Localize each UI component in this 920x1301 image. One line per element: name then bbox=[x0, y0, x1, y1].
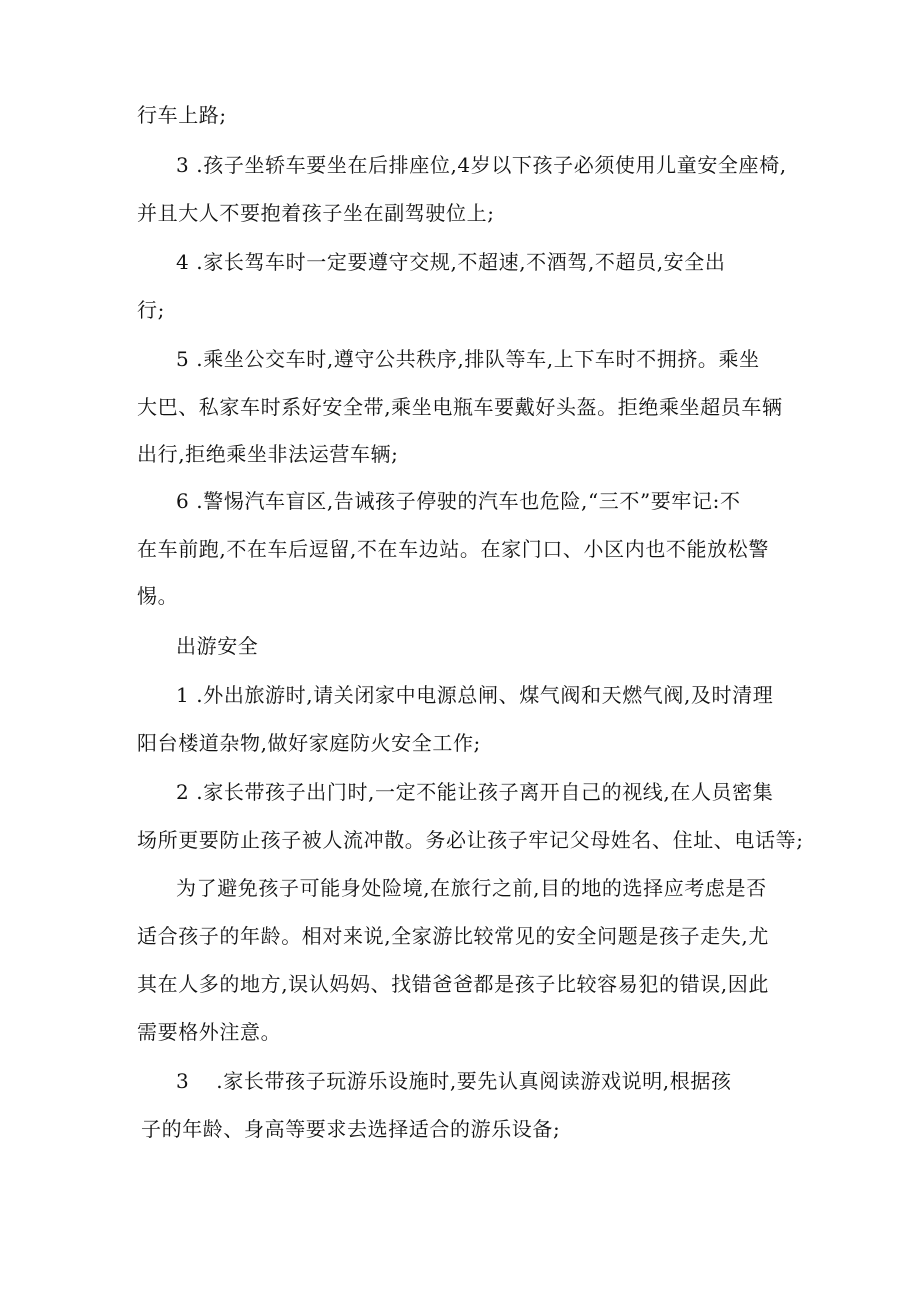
item6-line1 bbox=[176, 487, 741, 515]
item5-text-line2: 大巴、私家车时系好安全带,乘坐电瓶车要戴好头盔。拒绝乘坐超员车辆 bbox=[137, 395, 783, 419]
travel1-text-line1: .外出旅游时,请关闭家中电源总闸、煤气阀和天燃气阀,及时清理 bbox=[189, 683, 774, 707]
item4-text-line2: 行; bbox=[137, 298, 165, 322]
item6-line2 bbox=[137, 535, 769, 563]
travel2-number: 2 bbox=[176, 780, 190, 804]
travel2-line1 bbox=[176, 778, 773, 806]
travel3-line1 bbox=[176, 1067, 732, 1095]
travel1-text-line2: 阳台楼道杂物,做好家庭防火安全工作; bbox=[137, 731, 481, 755]
item4-number: 4 bbox=[176, 250, 190, 274]
travel3-text-line2: 子的年龄、身高等要求去选择适合的游乐设备; bbox=[141, 1117, 561, 1141]
item5-line1 bbox=[176, 345, 760, 373]
item4-text-line1: .家长驾车时一定要遵守交规,不超速,不酒驾,不超员,安全出 bbox=[189, 250, 726, 274]
item6-text-line3: 惕。 bbox=[137, 584, 179, 608]
item5-line2 bbox=[137, 393, 783, 421]
travel1-line2 bbox=[137, 729, 481, 757]
item4-line1 bbox=[176, 248, 725, 276]
item6-text-line2: 在车前跑,不在车后逗留,不在车边站。在家门口、小区内也不能放松警 bbox=[137, 537, 769, 561]
travel-note-line4 bbox=[137, 1018, 281, 1046]
travel-note-text-line4: 需要格外注意。 bbox=[137, 1020, 282, 1044]
section-heading bbox=[176, 632, 258, 660]
travel1-line1 bbox=[176, 681, 773, 709]
item6-number: 6 bbox=[176, 489, 190, 513]
item3-line2 bbox=[137, 199, 495, 227]
intro-tail-line bbox=[137, 101, 227, 129]
travel2-text-line2: 场所更要防止孩子被人流冲散。务必让孩子牢记父母姓名、住址、电话等; bbox=[137, 828, 804, 852]
item6-line3 bbox=[137, 582, 178, 610]
travel3-number: 3 bbox=[176, 1069, 190, 1093]
travel3-line2 bbox=[141, 1115, 560, 1143]
section-heading-text: 出游安全 bbox=[176, 634, 259, 658]
travel3-text-line1: .家长带孩子玩游乐设施时,要先认真阅读游戏说明,根据孩 bbox=[209, 1069, 732, 1093]
travel-note-text-line1: 为了避免孩子可能身处险境,在旅行之前,目的地的选择应考虑是否 bbox=[176, 876, 767, 900]
travel-note-text-line3: 其在人多的地方,误认妈妈、找错爸爸都是孩子比较容易犯的错误,因此 bbox=[137, 972, 769, 996]
item5-text-line1: .乘坐公交车时,遵守公共秩序,排队等车,上下车时不拥挤。乘坐 bbox=[189, 347, 760, 371]
item4-line2 bbox=[137, 296, 165, 324]
travel2-text-line1: .家长带孩子出门时,一定不能让孩子离开自己的视线,在人员密集 bbox=[189, 780, 774, 804]
travel2-line2 bbox=[137, 826, 804, 854]
item6-text-line1: .警惕汽车盲区,告诫孩子停驶的汽车也危险,“三不”要牢记:不 bbox=[189, 489, 741, 513]
intro-tail-text: 行车上路; bbox=[137, 103, 227, 127]
item5-number: 5 bbox=[176, 347, 190, 371]
travel-note-line1 bbox=[176, 874, 767, 902]
travel-note-text-line2: 适合孩子的年龄。相对来说,全家游比较常见的安全问题是孩子走失,尤 bbox=[137, 924, 769, 948]
item3-text-line2: 并且大人不要抱着孩子坐在副驾驶位上; bbox=[137, 201, 495, 225]
item3-number: 3 bbox=[176, 153, 190, 177]
travel-note-line2 bbox=[137, 922, 769, 950]
item3-line1 bbox=[176, 151, 787, 179]
item5-text-line3: 出行,拒绝乘坐非法运营车辆; bbox=[137, 442, 399, 466]
travel-note-line3 bbox=[137, 970, 769, 998]
item5-line3 bbox=[137, 440, 399, 468]
travel1-number: 1 bbox=[176, 683, 190, 707]
item3-text-line1: .孩子坐轿车要坐在后排座位,4岁以下孩子必须使用儿童安全座椅, bbox=[189, 153, 787, 177]
